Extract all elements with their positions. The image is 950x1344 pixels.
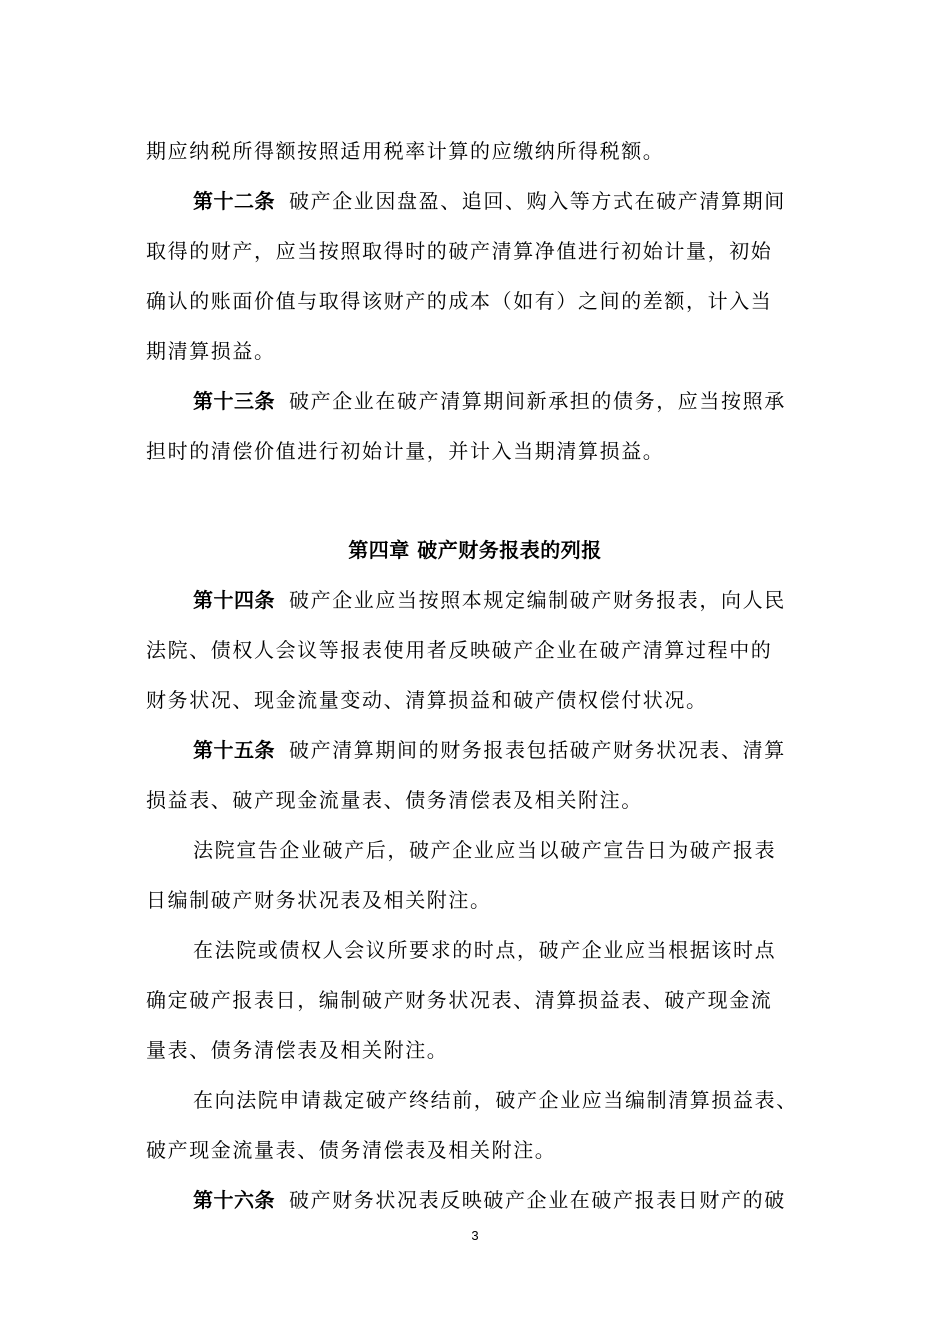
line-text: 取得的财产，应当按照取得时的破产清算净值进行初始计量，初始 [146, 239, 773, 263]
line-text: 在法院或债权人会议所要求的时点，破产企业应当根据该时点 [193, 938, 777, 962]
line-text: 日编制破产财务状况表及相关附注。 [146, 888, 492, 912]
chapter-title: 第四章 破产财务报表的列报 [348, 538, 602, 562]
line-text: 法院、债权人会议等报表使用者反映破产企业在破产清算过程中的 [146, 638, 773, 662]
line-text: 期清算损益。 [146, 339, 276, 363]
line-text: 在向法院申请裁定破产终结前，破产企业应当编制清算损益表、 [193, 1088, 798, 1112]
line-text: 破产企业应当按照本规定编制破产财务报表，向人民 [289, 588, 786, 612]
page-number: 3 [471, 1228, 479, 1243]
article-label-16: 第十六条 [193, 1188, 275, 1212]
paragraph-line [146, 336, 276, 366]
article-label-12: 第十二条 [193, 189, 275, 213]
paragraph-line [146, 286, 772, 316]
paragraph-line [146, 1135, 556, 1165]
line-text: 量表、债务清偿表及相关附注。 [146, 1038, 449, 1062]
article-label-14: 第十四条 [193, 588, 275, 612]
line-text: 期应纳税所得额按照适用税率计算的应缴纳所得税额。 [146, 139, 665, 163]
line-text: 破产现金流量表、债务清偿表及相关附注。 [146, 1138, 557, 1162]
paragraph-line [193, 386, 786, 416]
paragraph-line [193, 735, 786, 765]
paragraph-line [146, 436, 664, 466]
line-text: 损益表、破产现金流量表、债务清偿表及相关附注。 [146, 788, 643, 812]
article-label-15: 第十五条 [193, 738, 275, 762]
line-text: 破产企业在破产清算期间新承担的债务，应当按照承 [289, 389, 786, 413]
article-label-13: 第十三条 [193, 389, 275, 413]
line-text: 确认的账面价值与取得该财产的成本（如有）之间的差额，计入当 [146, 289, 773, 313]
paragraph-line [193, 585, 786, 615]
paragraph-line [146, 236, 772, 266]
paragraph-line [193, 1185, 786, 1215]
line-text: 破产清算期间的财务报表包括破产财务状况表、清算 [289, 738, 786, 762]
paragraph-line [193, 935, 776, 965]
paragraph-line [146, 136, 664, 166]
paragraph-line [146, 985, 772, 1015]
paragraph-line [146, 635, 772, 665]
paragraph-line [146, 1035, 448, 1065]
line-text: 法院宣告企业破产后，破产企业应当以破产宣告日为破产报表 [193, 838, 777, 862]
paragraph-line [146, 685, 708, 715]
paragraph-line [193, 1085, 798, 1115]
paragraph-line [193, 835, 776, 865]
line-text: 担时的清偿价值进行初始计量，并计入当期清算损益。 [146, 439, 665, 463]
line-text: 破产财务状况表反映破产企业在破产报表日财产的破 [289, 1188, 786, 1212]
paragraph-line [146, 885, 492, 915]
line-text: 确定破产报表日，编制破产财务状况表、清算损益表、破产现金流 [146, 988, 773, 1012]
paragraph-line [146, 785, 643, 815]
line-text: 财务状况、现金流量变动、清算损益和破产债权偿付状况。 [146, 688, 708, 712]
paragraph-line [193, 186, 786, 216]
line-text: 破产企业因盘盈、追回、购入等方式在破产清算期间 [289, 189, 786, 213]
